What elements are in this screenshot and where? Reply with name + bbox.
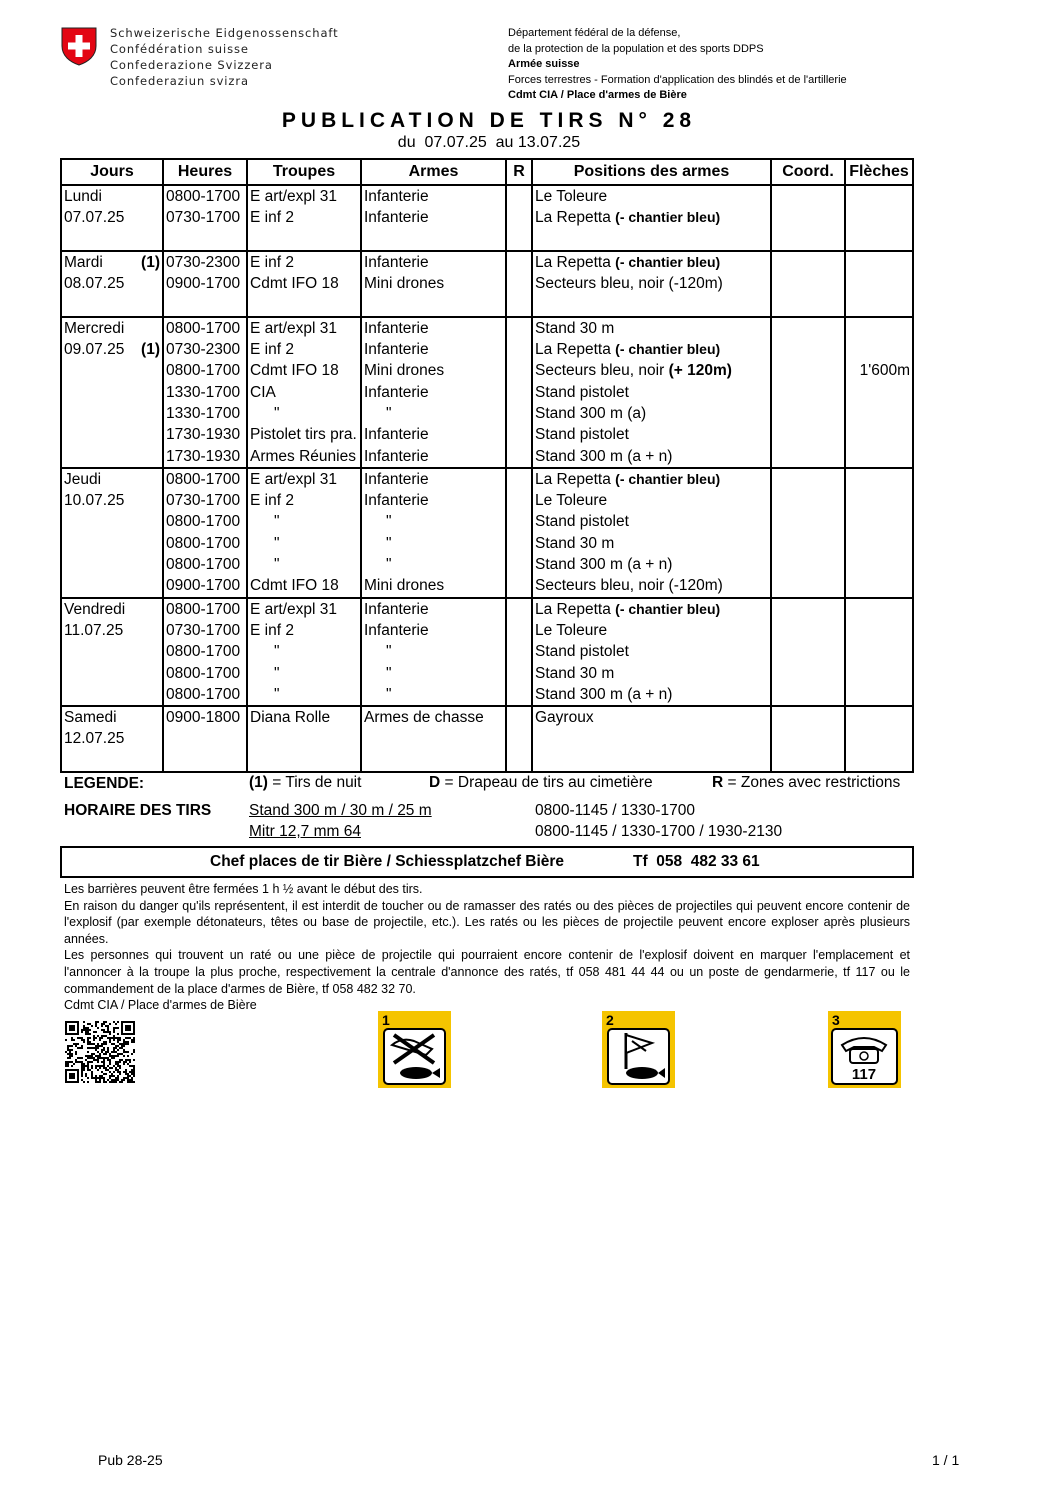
troops-cell — [247, 185, 361, 251]
day-date: 11.07.25 — [64, 621, 124, 639]
legend-key: (1) — [249, 774, 268, 791]
troops-text: " — [274, 556, 280, 574]
coord-cell — [771, 706, 845, 772]
arms-cell — [361, 251, 506, 317]
position-text: La Repetta — [535, 470, 611, 488]
troops-text: E inf 2 — [250, 209, 294, 227]
hours-text: 0800-1700 — [166, 362, 241, 380]
sign-number: 3 — [832, 1012, 840, 1028]
hours-text: 0730-2300 — [166, 253, 241, 271]
hours-text: 0730-1700 — [166, 492, 241, 510]
position-note: (- chantier bleu) — [615, 253, 721, 270]
department-line: Département fédéral de la défense, — [508, 27, 681, 39]
hours-text: 0730-2300 — [166, 341, 241, 359]
position-text: Stand pistolet — [535, 383, 629, 401]
header-jours: Jours — [61, 159, 163, 185]
night-note: (1) — [141, 253, 160, 271]
arms-text: Infanterie — [364, 600, 429, 618]
notes-block — [64, 881, 910, 1014]
arms-cell — [361, 706, 506, 772]
hours-text: 0800-1700 — [166, 470, 241, 488]
hours-cell — [163, 706, 247, 772]
department-line: de la protection de la population et des sports DDPS — [508, 42, 764, 55]
troops-cell — [247, 317, 361, 468]
header-r: R — [506, 159, 532, 185]
hours-text: 0800-1700 — [166, 534, 241, 552]
day-name: Vendredi — [64, 600, 126, 618]
hours-text: 0800-1700 — [166, 600, 241, 618]
table-row — [61, 598, 913, 706]
day-name: Lundi — [64, 188, 102, 205]
troops-text: Cdmt IFO 18 — [250, 275, 339, 293]
troops-text: Cdmt IFO 18 — [250, 577, 339, 595]
day-date: 10.07.25 — [64, 492, 125, 510]
fleches-text: 1'600m — [859, 362, 910, 380]
confederation-rm: Confederaziun svizra — [110, 74, 249, 88]
position-text: Stand 30 m — [535, 319, 615, 337]
day-cell — [61, 251, 163, 317]
hours-text: 1330-1700 — [166, 404, 241, 422]
note-paragraph: Les barrières peuvent être fermées 1 h ½ avant le début des tirs. — [64, 882, 423, 896]
confederation-fr: Confédération suisse — [110, 42, 249, 56]
night-note: (1) — [141, 341, 160, 359]
department-block — [508, 26, 847, 104]
day-date: 09.07.25 — [64, 341, 125, 359]
fleches-cell — [845, 598, 913, 706]
arms-text: " — [386, 664, 392, 682]
hours-text: 0730-1700 — [166, 209, 241, 227]
position-cell — [532, 706, 771, 772]
position-text: La Repetta — [535, 341, 611, 359]
hours-text: 0800-1700 — [166, 319, 241, 337]
hours-cell — [163, 468, 247, 598]
position-text: La Repetta — [535, 209, 611, 227]
arms-text: " — [386, 404, 392, 422]
arms-text: " — [386, 513, 392, 531]
position-cell — [532, 598, 771, 706]
chef-phone: Tf 058 482 33 61 — [633, 853, 760, 870]
header-troupes: Troupes — [247, 159, 361, 185]
legend-key: R — [712, 774, 724, 791]
legend-item-night — [249, 774, 361, 792]
legend-text: = Drapeau de tirs au cimetière — [444, 774, 653, 791]
department-line: Forces terrestres - Formation d'application des blindés et de l'artillerie — [508, 73, 847, 86]
day-cell — [61, 468, 163, 598]
confederation-de: Schweizerische Eidgenossenschaft — [110, 26, 339, 40]
hours-text: 0800-1700 — [166, 685, 241, 703]
arms-text: " — [386, 685, 392, 703]
troops-text: E art/expl 31 — [250, 470, 338, 488]
horaire-place: Mitr 12,7 mm 64 — [249, 823, 361, 840]
note-signature: Cdmt CIA / Place d'armes de Bière — [64, 998, 257, 1013]
department-line: Cdmt CIA / Place d'armes de Bière — [508, 89, 687, 101]
day-cell — [61, 706, 163, 772]
troops-cell — [247, 251, 361, 317]
arms-text: Infanterie — [364, 383, 429, 401]
arms-text: Infanterie — [364, 319, 429, 337]
hours-text: 0900-1700 — [166, 577, 241, 595]
position-cell — [532, 468, 771, 598]
arms-text: Infanterie — [364, 621, 429, 639]
troops-text: Diana Rolle — [250, 709, 331, 727]
day-name: Samedi — [64, 709, 117, 727]
hours-text: 0800-1700 — [166, 664, 241, 682]
header-fleches: Flèches — [845, 159, 913, 185]
table-row — [61, 317, 913, 468]
hours-text: 0800-1700 — [166, 188, 241, 205]
header-heures: Heures — [163, 159, 247, 185]
legend-key: D — [429, 774, 441, 791]
position-text: Stand 30 m — [535, 534, 615, 552]
troops-text: " — [274, 534, 280, 552]
day-name: Jeudi — [64, 470, 102, 488]
troops-text: CIA — [250, 383, 276, 401]
troops-text: " — [274, 404, 280, 422]
troops-cell — [247, 468, 361, 598]
troops-text: E inf 2 — [250, 253, 294, 271]
troops-text: " — [274, 643, 280, 661]
position-cell — [532, 317, 771, 468]
sign-number: 2 — [606, 1012, 614, 1028]
arms-text: Infanterie — [364, 253, 429, 271]
horaire-time: 0800-1145 / 1330-1700 / 1930-2130 — [535, 823, 783, 840]
position-text: Secteurs bleu, noir — [535, 362, 665, 380]
footer-right: 1 / 1 — [932, 1452, 960, 1468]
horaire-time: 0800-1145 / 1330-1700 — [535, 802, 696, 819]
chef-box — [60, 846, 914, 878]
day-date: 12.07.25 — [64, 730, 125, 748]
legend-text: = Zones avec restrictions — [727, 774, 901, 791]
position-note: (- chantier bleu) — [615, 470, 721, 487]
position-text: Stand 300 m (a) — [535, 404, 647, 422]
table-header-row — [61, 159, 913, 185]
position-text: Stand 300 m (a + n) — [535, 447, 673, 465]
swiss-coat-of-arms-icon — [60, 26, 98, 71]
header-coord: Coord. — [771, 159, 845, 185]
coord-cell — [771, 468, 845, 598]
arms-text: Mini drones — [364, 362, 445, 380]
header-positions: Positions des armes — [532, 159, 771, 185]
sign-do-not-touch — [378, 1011, 451, 1088]
arms-text: Infanterie — [364, 492, 429, 510]
troops-cell — [247, 706, 361, 772]
r-cell — [506, 251, 532, 317]
hours-text: 0900-1700 — [166, 275, 241, 293]
fleches-cell — [845, 185, 913, 251]
fleches-cell — [845, 317, 913, 468]
table-row — [61, 706, 913, 772]
sign-telephone — [828, 1011, 901, 1088]
hours-text: 0900-1800 — [166, 709, 241, 727]
note-paragraph: Les personnes qui trouvent un raté ou une pièce de projectile qui pourraient encore contenir de l'explosif doivent en marquer l'emplacement et l'annoncer à la troupe la plus proche, respectivement la centrale d'annonce des ratés, tf 058 481 44 44 ou un poste de gendarmerie, tf 117 ou le commandement de la place d'armes de Bière, tf 058 482 32 70. — [64, 948, 910, 996]
hours-cell — [163, 598, 247, 706]
day-date: 08.07.25 — [64, 275, 125, 293]
confederation-names — [110, 25, 339, 89]
arms-text: Infanterie — [364, 188, 429, 205]
arms-cell — [361, 317, 506, 468]
position-cell — [532, 251, 771, 317]
r-cell — [506, 185, 532, 251]
hours-cell — [163, 317, 247, 468]
position-text: Stand 30 m — [535, 664, 615, 682]
table-row — [61, 251, 913, 317]
footer-left: Pub 28-25 — [98, 1452, 163, 1468]
position-cell — [532, 185, 771, 251]
hours-text: 1330-1700 — [166, 383, 241, 401]
position-note: (+ 120m) — [668, 362, 732, 380]
arms-text: " — [386, 556, 392, 574]
header-armes: Armes — [361, 159, 506, 185]
arms-text: Infanterie — [364, 470, 429, 488]
hours-text: 0800-1700 — [166, 556, 241, 574]
position-text: Stand 300 m (a + n) — [535, 556, 673, 574]
position-text: Le Toleure — [535, 492, 608, 510]
position-text: Le Toleure — [535, 188, 608, 205]
troops-text: Cdmt IFO 18 — [250, 362, 339, 380]
r-cell — [506, 598, 532, 706]
chef-label: Chef places de tir Bière / Schiessplatzchef Bière — [210, 853, 565, 870]
position-text: La Repetta — [535, 253, 611, 271]
confederation-it: Confederazione Svizzera — [110, 58, 273, 72]
arms-text: Infanterie — [364, 426, 429, 444]
legend-label: LEGENDE: — [64, 775, 145, 792]
page-title: PUBLICATION DE TIRS N° 28 — [281, 109, 697, 132]
sign-label: 117 — [851, 1066, 877, 1083]
troops-text: Pistolet tirs pra. — [250, 426, 357, 444]
troops-cell — [247, 598, 361, 706]
hours-text: 0730-1700 — [166, 621, 241, 639]
day-cell — [61, 317, 163, 468]
day-cell — [61, 598, 163, 706]
position-text: La Repetta — [535, 600, 611, 618]
troops-text: E inf 2 — [250, 621, 294, 639]
legend-item-flag — [429, 774, 653, 792]
r-cell — [506, 317, 532, 468]
troops-text: " — [274, 685, 280, 703]
position-text: Stand pistolet — [535, 426, 629, 444]
arms-cell — [361, 598, 506, 706]
position-text: Stand 300 m (a + n) — [535, 685, 673, 703]
arms-text: " — [386, 534, 392, 552]
day-name: Mardi — [64, 253, 103, 271]
position-note: (- chantier bleu) — [615, 341, 721, 358]
arms-text: Armes de chasse — [364, 709, 484, 727]
arms-text: Infanterie — [364, 209, 429, 227]
troops-text: " — [274, 664, 280, 682]
arms-text: " — [386, 643, 392, 661]
legend-text: = Tirs de nuit — [272, 774, 362, 791]
hours-text: 0800-1700 — [166, 513, 241, 531]
horaire-label: HORAIRE DES TIRS — [64, 802, 212, 819]
position-text: Gayroux — [535, 709, 594, 727]
day-name: Mercredi — [64, 319, 125, 337]
coord-cell — [771, 185, 845, 251]
troops-text: " — [274, 513, 280, 531]
troops-text: E inf 2 — [250, 341, 294, 359]
coord-cell — [771, 598, 845, 706]
troops-text: E inf 2 — [250, 492, 294, 510]
arms-cell — [361, 468, 506, 598]
troops-text: Armes Réunies — [250, 447, 356, 465]
day-cell — [61, 185, 163, 251]
arms-text: Infanterie — [364, 341, 429, 359]
troops-text: E art/expl 31 — [250, 188, 338, 205]
arms-cell — [361, 185, 506, 251]
horaire-place: Stand 300 m / 30 m / 25 m — [249, 802, 432, 819]
legend-item-restrictions — [712, 774, 900, 792]
coord-cell — [771, 251, 845, 317]
arms-text: Mini drones — [364, 577, 445, 595]
position-text: Stand pistolet — [535, 643, 629, 661]
note-paragraph: En raison du danger qu'ils représentent, il est interdit de toucher ou de ramasser des ratés ou des pièces de projectiles qui peuvent encore contenir de l'explosif (par exemple détonateurs, têtes ou base de projectile, etc.). Les ratés ou les pièces de projectile peuvent encore exploser après plusieurs années. — [64, 898, 910, 946]
troops-text: E art/expl 31 — [250, 600, 338, 618]
qr-code-icon — [65, 1021, 135, 1088]
fleches-cell — [845, 251, 913, 317]
department-line: Armée suisse — [508, 58, 580, 70]
table-row — [61, 468, 913, 598]
r-cell — [506, 706, 532, 772]
fleches-cell — [845, 706, 913, 772]
troops-text: E art/expl 31 — [250, 319, 338, 337]
position-text: Secteurs bleu, noir (-120m) — [535, 577, 723, 595]
position-text: Stand pistolet — [535, 513, 629, 531]
position-text: Secteurs bleu, noir (-120m) — [535, 275, 723, 293]
arms-text: Mini drones — [364, 275, 445, 293]
position-text: Le Toleure — [535, 621, 608, 639]
sign-mark-with-flag — [602, 1011, 675, 1088]
date-range: du 07.07.25 au 13.07.25 — [397, 134, 581, 151]
arms-text: Infanterie — [364, 447, 429, 465]
hours-text: 1730-1930 — [166, 426, 241, 444]
position-note: (- chantier bleu) — [615, 600, 721, 617]
r-cell — [506, 468, 532, 598]
schedule-table — [60, 158, 914, 773]
position-note: (- chantier bleu) — [615, 209, 721, 226]
sign-number: 1 — [382, 1012, 390, 1028]
hours-text: 1730-1930 — [166, 447, 241, 465]
coord-cell — [771, 317, 845, 468]
hours-cell — [163, 185, 247, 251]
day-date: 07.07.25 — [64, 209, 125, 227]
hours-cell — [163, 251, 247, 317]
hours-text: 0800-1700 — [166, 643, 241, 661]
fleches-cell — [845, 468, 913, 598]
table-row — [61, 185, 913, 251]
